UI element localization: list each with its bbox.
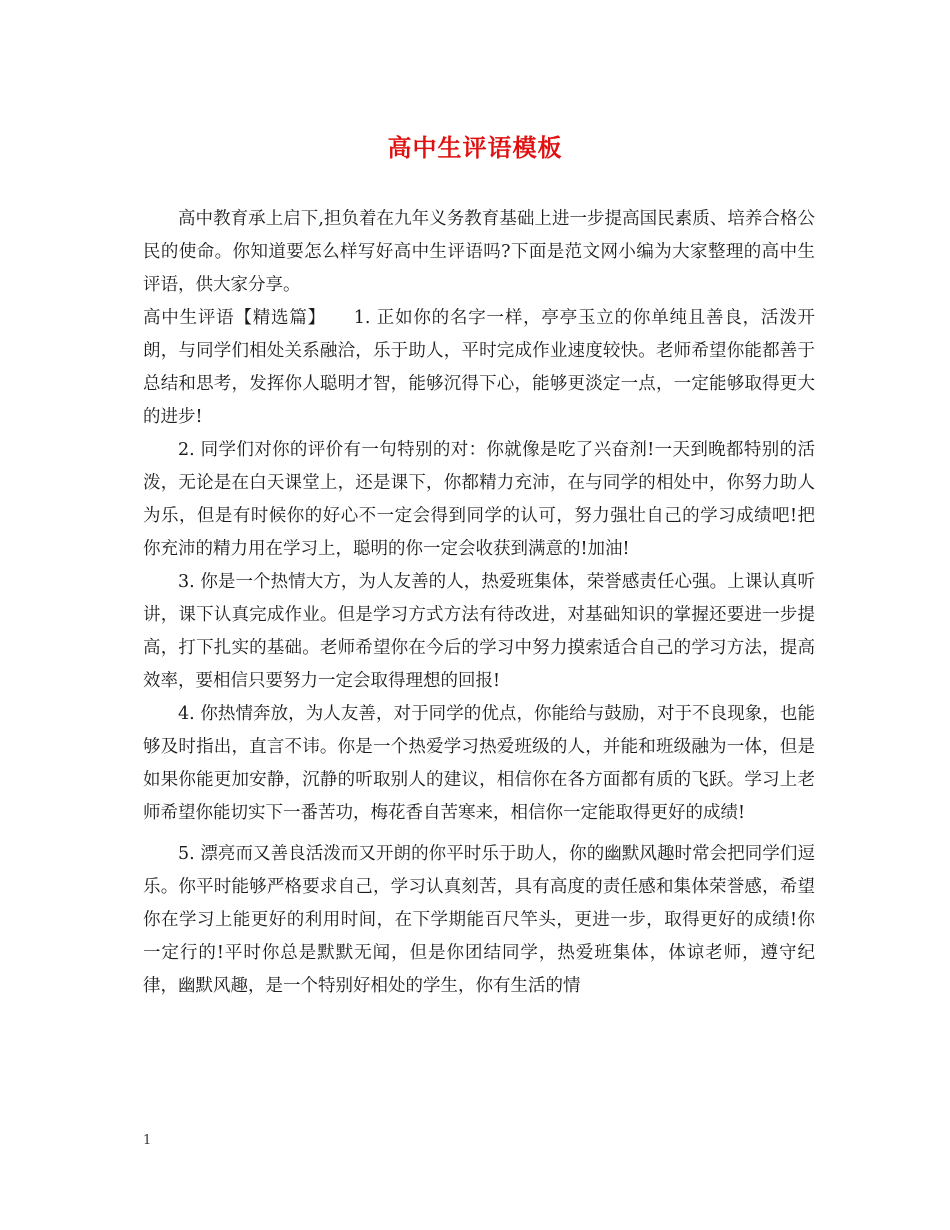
- comment-paragraph-2: 2. 同学们对你的评价有一句特别的对：你就像是吃了兴奋剂!一天到晚都特别的活泼，无论是在白天课堂上，还是课下，你都精力充沛，在与同学的相处中，你努力助人为乐，但是有时候你的好心不一定会得到同学的认可，努力强壮自己的学习成绩吧!把你充沛的精力用在学习上，聪明的你一定会收获到满意的!加油!: [143, 440, 815, 559]
- comment-paragraph-5: 5. 漂亮而又善良活泼而又开朗的你平时乐于助人，你的幽默风趣时常会把同学们逗乐。你平时能够严格要求自己，学习认真刻苦，具有高度的责任感和集体荣誉感，希望你在学习上能更好的利用时间，在下学期能百尺竿头，更进一步，取得更好的成绩!你一定行的!平时你总是默默无闻，但是你团结同学，热爱班集体，体谅老师，遵守纪律，幽默风趣，是一个特别好相处的学生，你有生活的情: [143, 844, 815, 996]
- comment-paragraph-1: 高中生评语【精选篇】 1. 正如你的名字一样，亭亭玉立的你单纯且善良，活泼开朗，与同学们相处关系融洽，乐于助人，平时完成作业速度较快。老师希望你能都善于总结和思考，发挥你人聪明才智，能够沉得下心，能够更淡定一点，一定能够取得更大的进步!: [143, 308, 815, 427]
- intro-paragraph: 高中教育承上启下,担负着在九年义务教育基础上进一步提高国民素质、培养合格公民的使命。你知道要怎么样写好高中生评语吗?下面是范文网小编为大家整理的高中生评语，供大家分享。: [143, 209, 815, 295]
- comment-paragraph-4: 4. 你热情奔放，为人友善，对于同学的优点，你能给与鼓励，对于不良现象，也能够及时指出，直言不讳。你是一个热爱学习热爱班级的人，并能和班级融为一体，但是如果你能更加安静，沉静的听取别人的建议，相信你在各方面都有质的飞跃。学习上老师希望你能切实下一番苦功，梅花香自苦寒来，相信你一定能取得更好的成绩!: [143, 704, 815, 823]
- comment-paragraph-3: 3. 你是一个热情大方，为人友善的人，热爱班集体，荣誉感责任心强。上课认真听讲，课下认真完成作业。但是学习方式方法有待改进，对基础知识的掌握还要进一步提高，打下扎实的基础。老师希望你在今后的学习中努力摸索适合自己的学习方法，提高效率，要相信只要努力一定会取得理想的回报!: [143, 572, 815, 691]
- document-title: 高中生评语模板: [387, 133, 563, 162]
- document-body: [143, 203, 815, 1003]
- page-number: 1: [143, 1133, 152, 1148]
